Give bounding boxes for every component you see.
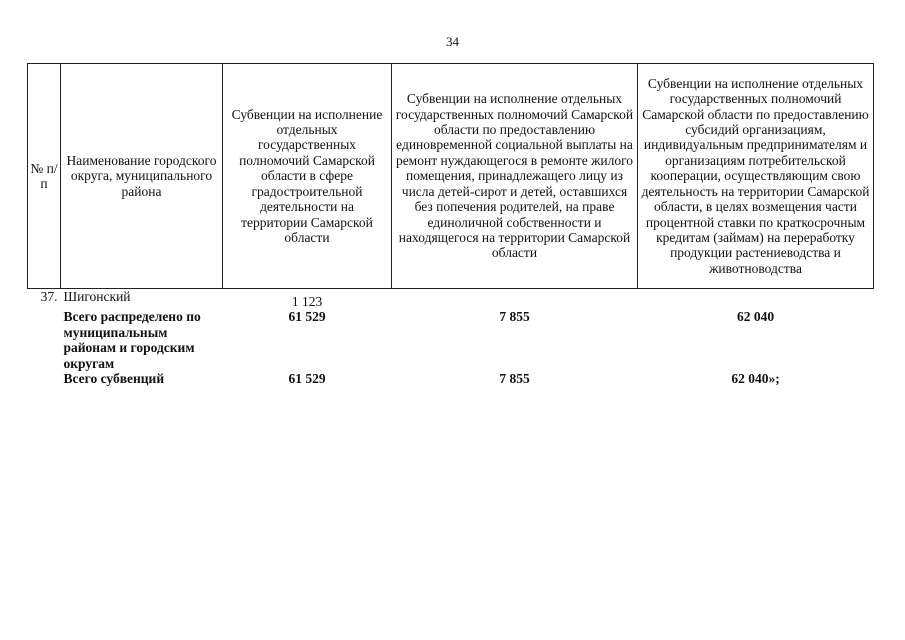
row-number: 37. xyxy=(40,289,58,304)
row-value-c: 62 040 xyxy=(736,309,775,325)
header-orphan-housing-subventions: Субвенции на исполнение отдельных государственных полномочий Самарской области по предоставлению единовременной социальной выплаты на ремонт нуждающегося в ремонте жилого помещения, принадлежащего лицу из числа детей-сирот и детей, оставшихся без попечения родителей, на праве единоличной собственности и находящегося на территории Самарской области xyxy=(392,64,638,289)
row-name: Шигонский xyxy=(63,289,131,304)
table-body xyxy=(28,289,874,387)
row-value-c xyxy=(638,289,874,310)
total-subventions-row xyxy=(28,371,874,386)
row-value-a: 61 529 xyxy=(288,371,326,387)
row-value-b: 7 855 xyxy=(499,371,530,387)
row-value-b: 7 855 xyxy=(499,309,530,325)
row-value-c: 62 040»; xyxy=(731,371,780,387)
row-value-a: 1 123 xyxy=(291,294,323,309)
row-value-b xyxy=(392,289,638,310)
table-header xyxy=(28,64,874,289)
table-row xyxy=(28,289,874,310)
total-distributed-row xyxy=(28,309,874,371)
header-number: № п/п xyxy=(28,64,61,289)
row-number xyxy=(28,309,61,371)
row-value-a: 61 529 xyxy=(288,309,326,325)
subventions-table xyxy=(27,63,874,386)
header-row xyxy=(28,64,874,289)
row-name: Всего распределено по муниципальным районам и городским округам xyxy=(63,309,201,371)
header-urban-planning-subventions: Субвенции на исполнение отдельных государственных полномочий Самарской области в сфере градостроительной деятельности на территории Самарской области xyxy=(223,64,392,289)
page-number: 34 xyxy=(446,34,459,49)
header-credit-subsidy-subventions: Субвенции на исполнение отдельных государственных полномочий Самарской области по предоставлению субсидий организациям, индивидуальным предпринимателям и организациям потребительской кооперации, осуществляющим свою деятельность на территории Самарской области, в целях возмещения части процентной ставки по краткосрочным кредитам (займам) на переработку продукции растениеводства и животноводства xyxy=(638,64,874,289)
header-district-name: Наименование городского округа, муниципального района xyxy=(61,64,223,289)
row-number xyxy=(28,371,61,386)
row-name: Всего субвенций xyxy=(63,371,165,387)
